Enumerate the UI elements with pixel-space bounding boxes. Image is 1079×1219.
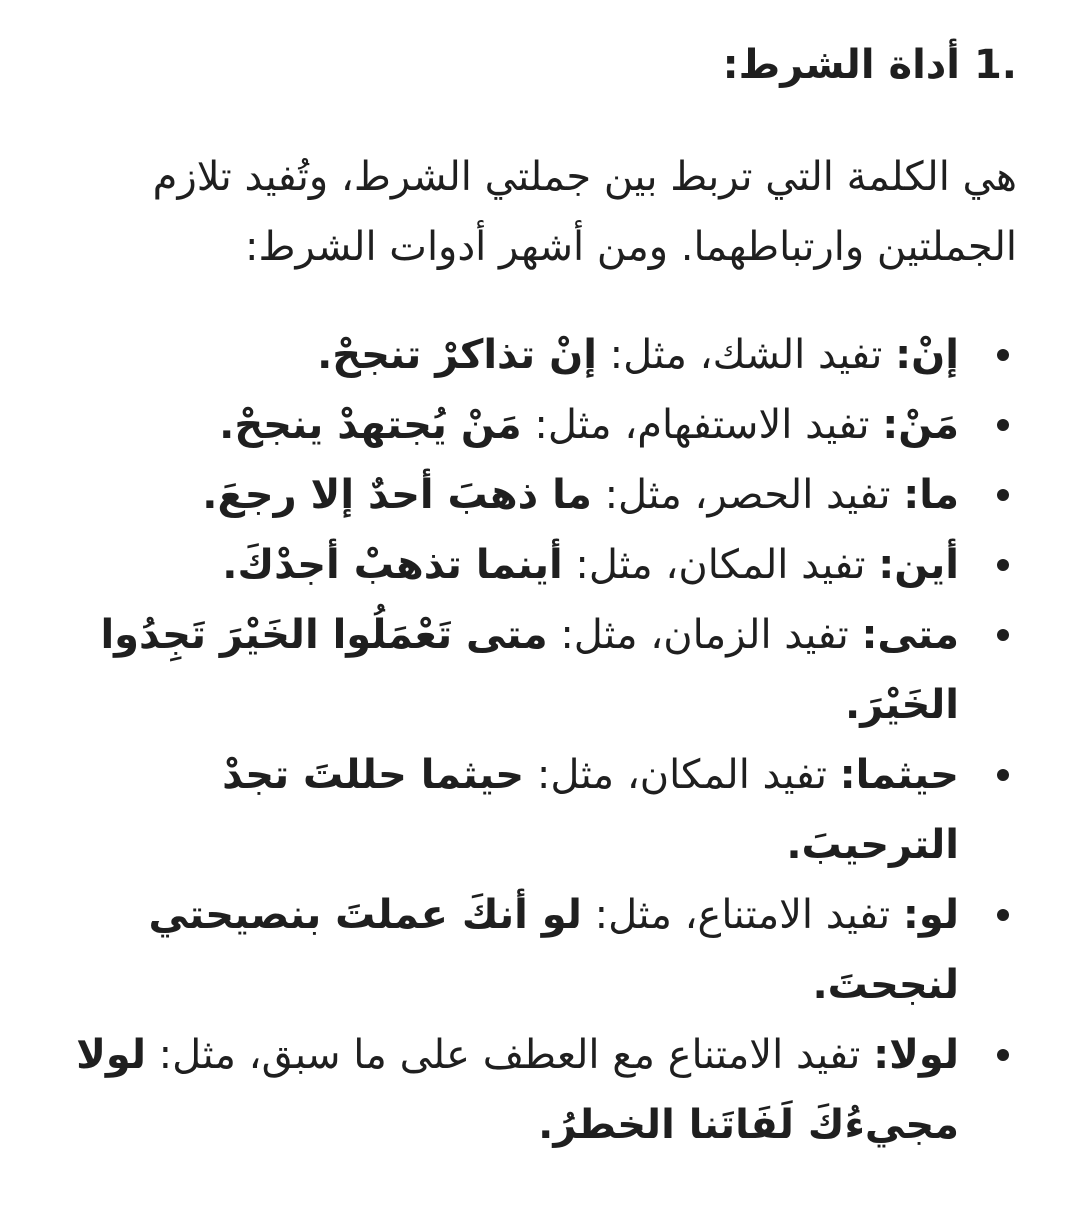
item-description: تفيد المكان، مثل: bbox=[524, 752, 840, 798]
item-example: أينما تذهبْ أجدْكَ. bbox=[222, 542, 563, 588]
list-item bbox=[62, 600, 1017, 740]
item-term: حيثما: bbox=[839, 752, 959, 798]
list-item bbox=[62, 1020, 1017, 1160]
item-term: إنْ: bbox=[895, 332, 959, 378]
item-description: تفيد الاستفهام، مثل: bbox=[521, 402, 883, 448]
bullet-icon bbox=[997, 489, 1009, 501]
item-term: أين: bbox=[878, 542, 959, 588]
item-example: مَنْ يُجتهدْ ينجحْ. bbox=[219, 402, 522, 448]
bullet-icon bbox=[997, 349, 1009, 361]
item-term: لو: bbox=[902, 892, 959, 938]
item-example: متى تَعْمَلُوا الخَيْرَ تَجِدُوا الخَيْرَ. bbox=[100, 612, 959, 728]
list-item bbox=[62, 320, 1017, 390]
item-example: لولا مجيءُكَ لَفَاتَنا الخطرُ. bbox=[76, 1032, 959, 1148]
item-example: لو أنكَ عملتَ بنصيحتي لنجحتَ. bbox=[148, 892, 959, 1008]
section-heading: .1 أداة الشرط: bbox=[722, 42, 1017, 88]
item-term: مَنْ: bbox=[882, 402, 959, 448]
item-example: إنْ تذاكرْ تنجحْ. bbox=[317, 332, 597, 378]
item-example: حيثما حللتَ تجدْ الترحيبَ. bbox=[222, 752, 959, 868]
bullet-icon bbox=[997, 1049, 1009, 1061]
item-description: تفيد الزمان، مثل: bbox=[547, 612, 862, 658]
list-item bbox=[62, 530, 1017, 600]
conditional-tools-list bbox=[62, 320, 1017, 1160]
item-description: تفيد الشك، مثل: bbox=[596, 332, 896, 378]
bullet-icon bbox=[997, 559, 1009, 571]
intro-paragraph: هي الكلمة التي تربط بين جملتي الشرط، وتُفيد تلازم الجملتين وارتباطهما. ومن أشهر أدوات الشرط: bbox=[152, 154, 1017, 270]
item-example: ما ذهبَ أحدٌ إلا رجعَ. bbox=[202, 472, 592, 518]
item-description: تفيد الامتناع مع العطف على ما سبق، مثل: bbox=[145, 1032, 874, 1078]
list-item bbox=[62, 880, 1017, 1020]
item-term: ما: bbox=[903, 472, 959, 518]
item-term: متى: bbox=[861, 612, 959, 658]
item-description: تفيد الحصر، مثل: bbox=[591, 472, 904, 518]
bullet-icon bbox=[997, 419, 1009, 431]
item-description: تفيد الامتناع، مثل: bbox=[581, 892, 903, 938]
item-term: لولا: bbox=[873, 1032, 959, 1078]
list-item bbox=[62, 460, 1017, 530]
bullet-icon bbox=[997, 769, 1009, 781]
list-item bbox=[62, 740, 1017, 880]
bullet-icon bbox=[997, 909, 1009, 921]
list-item bbox=[62, 390, 1017, 460]
item-description: تفيد المكان، مثل: bbox=[562, 542, 879, 588]
bullet-icon bbox=[997, 629, 1009, 641]
